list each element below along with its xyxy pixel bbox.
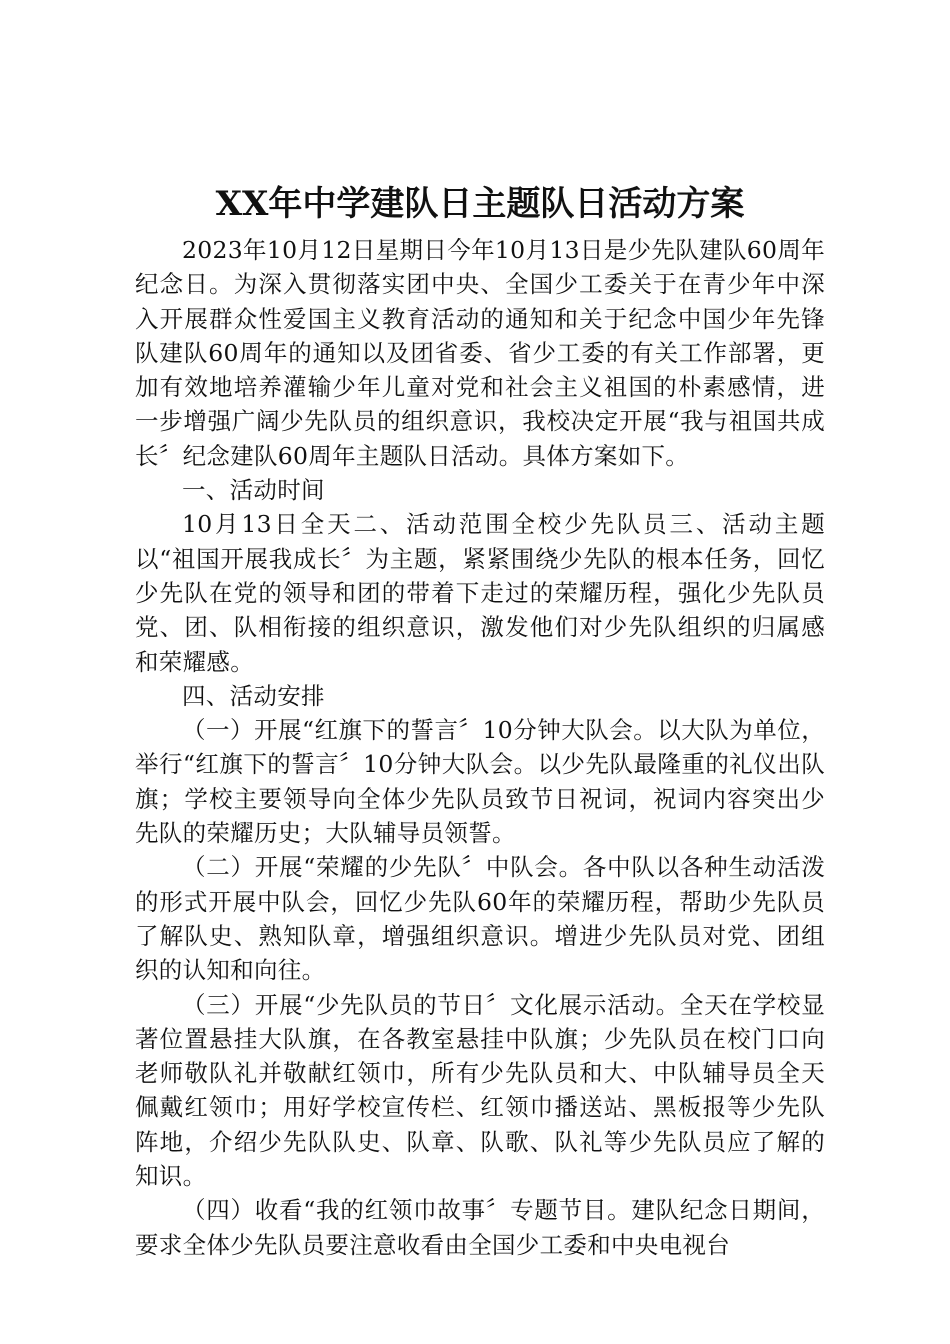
paragraph-arrangement-1: （一）开展“红旗下的誓言〞10分钟大队会。以大队为单位，举行“红旗下的誓言〞10分钟大队会。以少先队最隆重的礼仪出队旗；学校主要领导向全体少先队员致节日祝词，祝词内容突出少先队的荣耀历史；大队辅导员领誓。 [135, 716, 825, 848]
section-heading-activity-time: 一、活动时间 [182, 476, 325, 505]
section-heading-activity-arrangement: 四、活动安排 [182, 681, 325, 710]
paragraph-arrangement-3: （三）开展“少先队员的节日〞文化展示活动。全天在学校显著位置悬挂大队旗，在各教室悬挂中队旗；少先队员在校门口向老师敬队礼并敬献红领巾，所有少先队员和大、中队辅导员全天佩戴红领巾；用好学校宣传栏、红领巾播送站、黑板报等少先队阵地，介绍少先队队史、队章、队歌、队礼等少先队员应了解的知识。 [135, 990, 825, 1191]
paragraph-time-scope-theme: 10月13日全天二、活动范围全校少先队员三、活动主题以“祖国开展我成长〞为主题，紧紧围绕少先队的根本任务，回忆少先队在党的领导和团的带着下走过的荣耀历程，强化少先队员党、团、队相衔接的组织意识，激发他们对少先队组织的归属感和荣耀感。 [135, 510, 825, 676]
document-body [135, 233, 825, 1262]
paragraph-arrangement-2: （二）开展“荣耀的少先队〞中队会。各中队以各种生动活泼的形式开展中队会，回忆少先队60年的荣耀历程，帮助少先队员了解队史、熟知队章，增强组织意识。增进少先队员对党、团组织的认知和向往。 [135, 853, 825, 985]
paragraph-intro: 2023年10月12日星期日今年10月13日是少先队建队60周年纪念日。为深入贯彻落实团中央、全国少工委关于在青少年中深入开展群众性爱国主义教育活动的通知和关于纪念中国少年先锋队建队60周年的通知以及团省委、省少工委的有关工作部署，更加有效地培养灌输少年儿童对党和社会主义祖国的朴素感情，进一步增强广阔少先队员的组织意识，我校决定开展“我与祖国共成长〞纪念建队60周年主题队日活动。具体方案如下。 [135, 236, 825, 470]
document-title: XX年中学建队日主题队日活动方案 [215, 184, 745, 224]
paragraph-arrangement-4: （四）收看“我的红领巾故事〞专题节目。建队纪念日期间，要求全体少先队员要注意收看由全国少工委和中央电视台 [135, 1196, 825, 1259]
